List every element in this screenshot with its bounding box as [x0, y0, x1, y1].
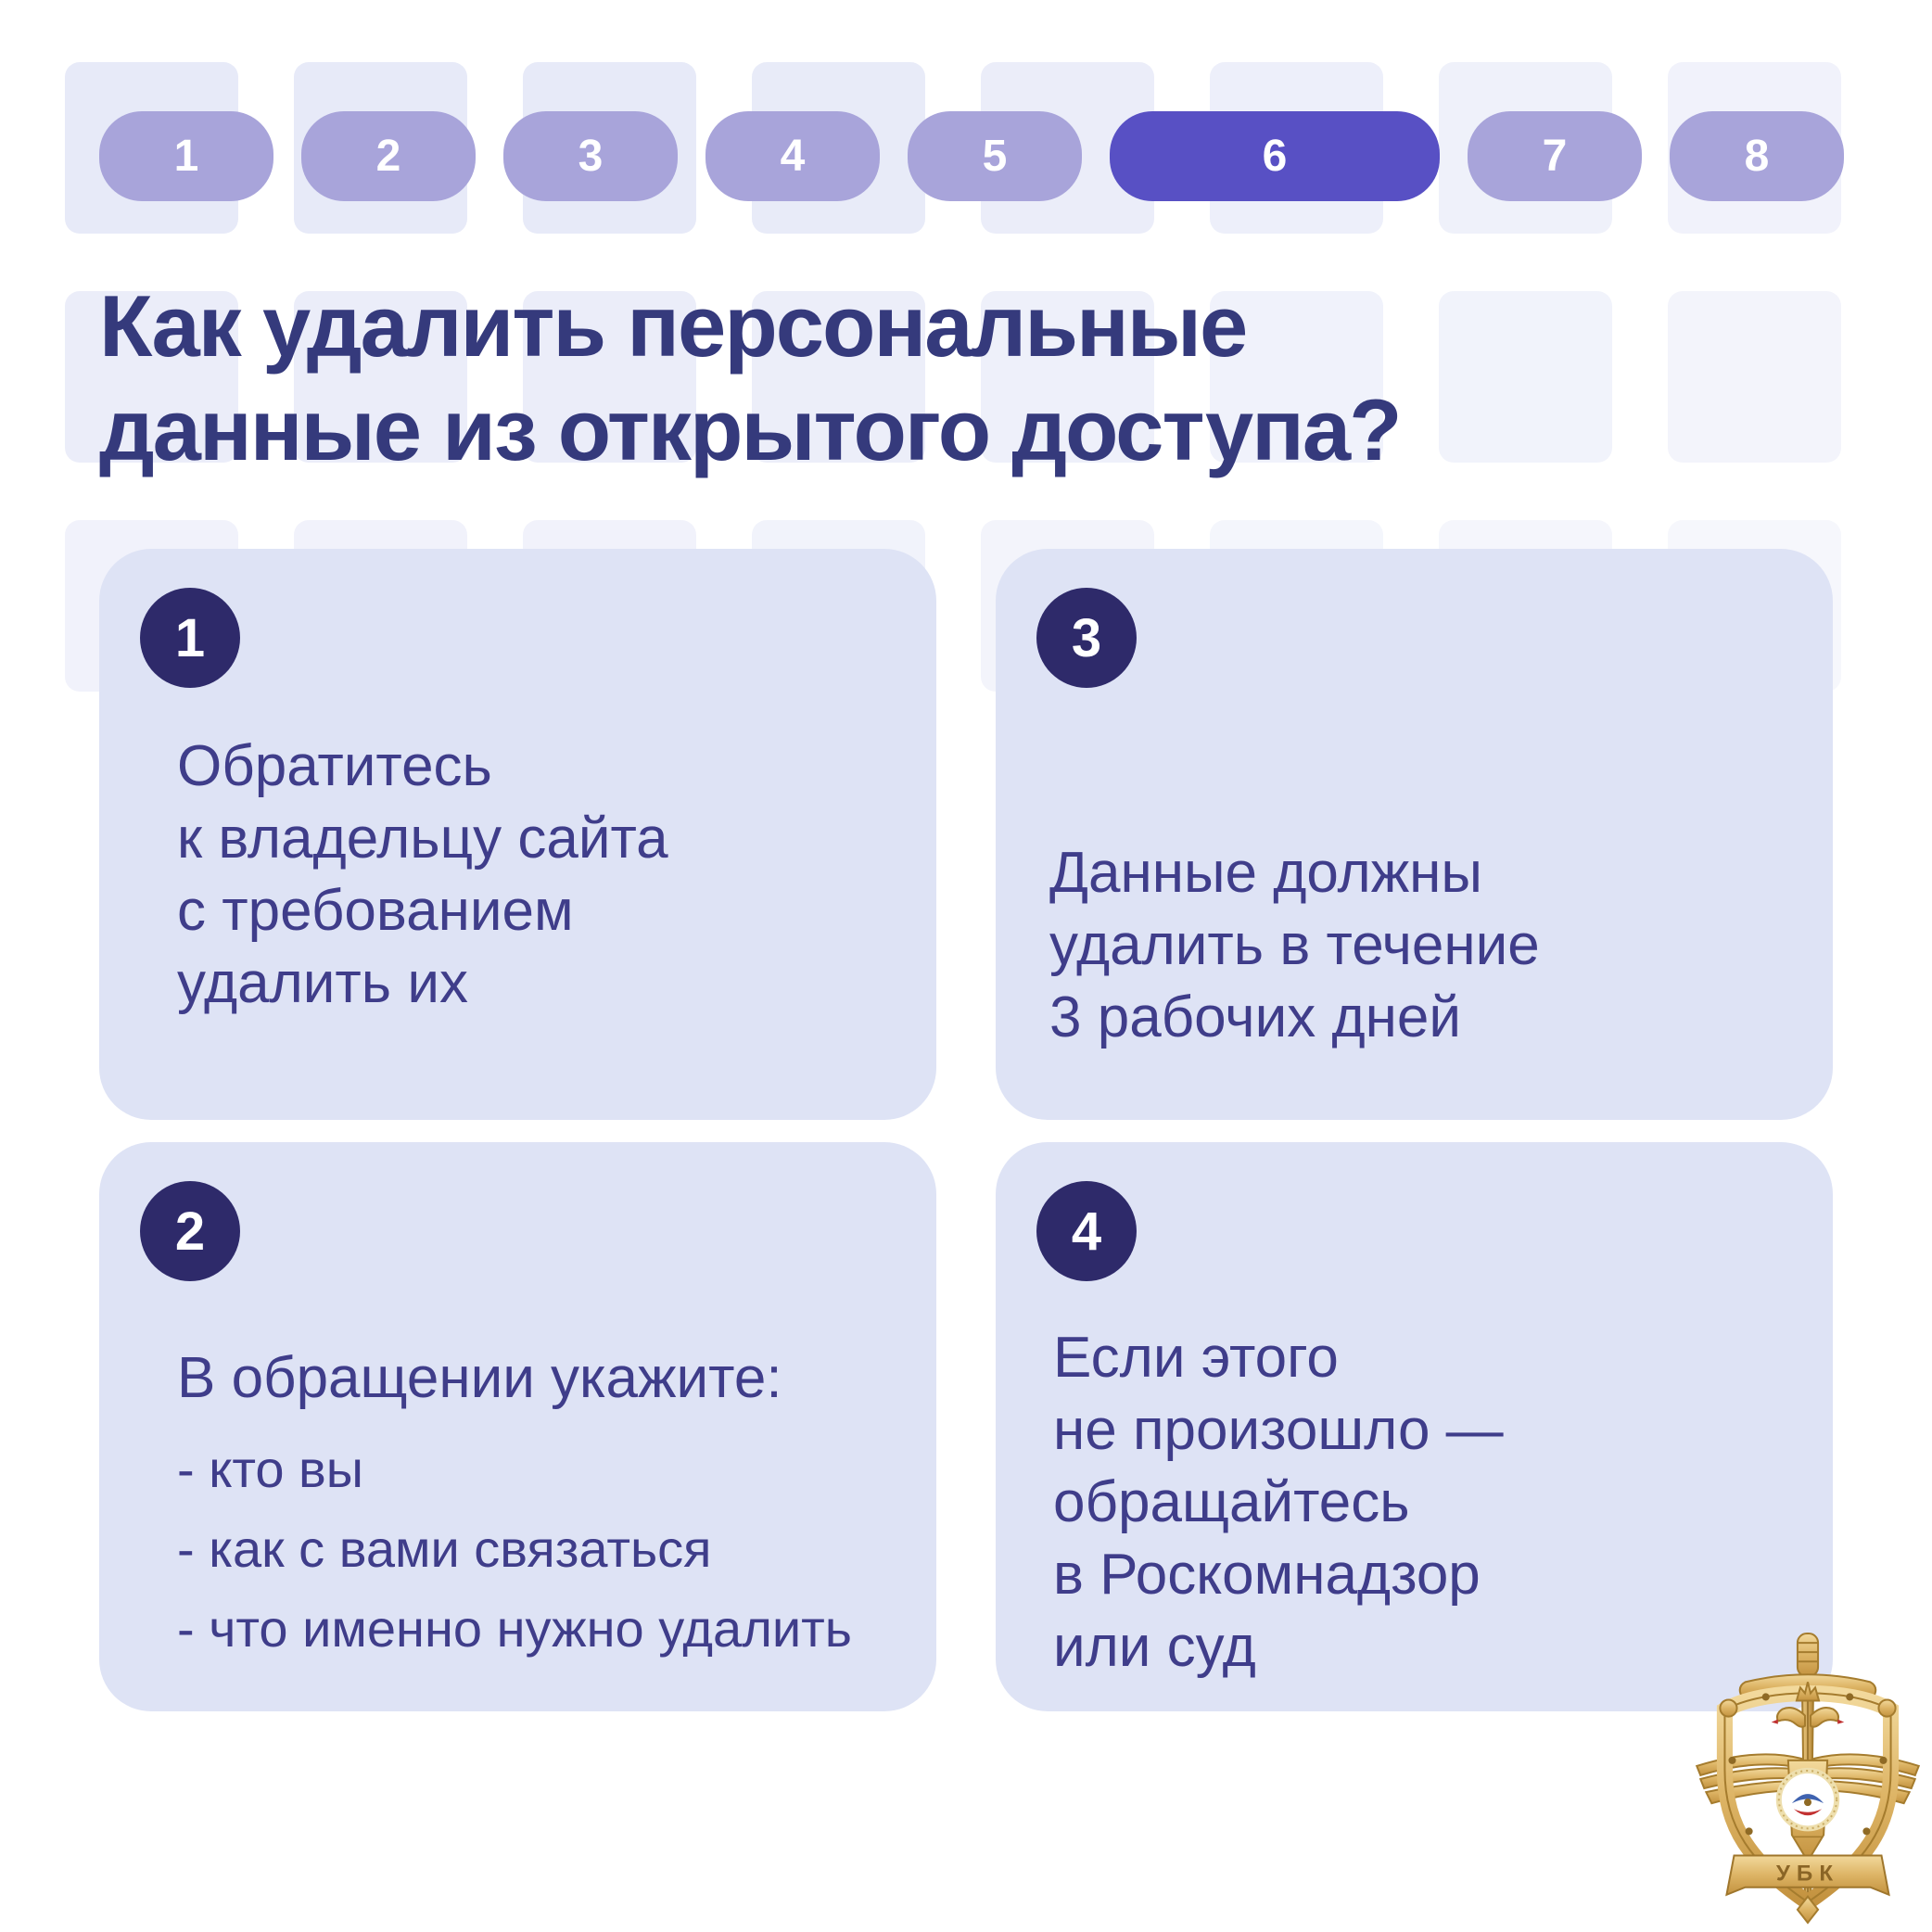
card-3-line: Данные должны [1049, 841, 1482, 905]
pagination-pill-label: 3 [578, 132, 604, 181]
card-1-line: к владельцу сайта [177, 807, 668, 871]
step-number-3: 3 [1071, 607, 1102, 668]
card-4-line: в Роскомнадзор [1053, 1543, 1481, 1607]
card-3-text [1049, 837, 1540, 1054]
background-tile [1439, 291, 1612, 463]
page-title-line-2: данные из открытого доступа? [99, 381, 1401, 478]
step-number-1: 1 [174, 607, 206, 668]
card-1-line: Обратитесь [177, 734, 492, 798]
card-3-line: удалить в течение [1049, 913, 1540, 977]
card-2-heading: В обращении укажите: [177, 1346, 782, 1410]
step-number-badge-3 [1036, 588, 1137, 688]
card-1-text [177, 731, 668, 1020]
pagination-pill-label: 4 [780, 132, 806, 181]
card-4-line: или суд [1053, 1615, 1256, 1679]
pagination-pill-5 [908, 111, 1082, 201]
pagination-pill-label: 7 [1542, 132, 1568, 181]
step-number-2: 2 [174, 1201, 206, 1262]
emblem-banner-text: УБК [1775, 1861, 1840, 1887]
card-1-line: с требованием [177, 879, 574, 943]
step-number-badge-4 [1036, 1181, 1137, 1281]
pagination-pill-label: 1 [173, 132, 199, 181]
pagination-pill-6-current [1110, 111, 1440, 201]
card-1-line: удалить их [177, 951, 468, 1015]
card-2-bullet-list [177, 1430, 852, 1669]
pagination-pill-label: 2 [375, 132, 401, 181]
card-step-4 [996, 1142, 1833, 1711]
pagination [99, 111, 1844, 201]
page-title-line-1: Как удалить персональные [99, 277, 1247, 375]
pagination-pill-7 [1468, 111, 1642, 201]
card-step-2 [99, 1142, 936, 1711]
card-4-line: Если этого [1053, 1326, 1339, 1390]
pagination-pill-label: 6 [1262, 132, 1288, 181]
pagination-pill-label: 8 [1744, 132, 1770, 181]
card-2-bullet: - как с вами связаться [177, 1519, 712, 1578]
card-4-line: обращайтесь [1053, 1470, 1410, 1534]
card-2-text [177, 1342, 852, 1669]
step-number-4: 4 [1071, 1201, 1102, 1262]
pagination-pill-label: 5 [982, 132, 1008, 181]
card-2-bullet: - что именно нужно удалить [177, 1599, 852, 1658]
medallion-icon [1779, 1771, 1837, 1828]
card-2-bullet: - кто вы [177, 1440, 364, 1498]
step-number-badge-2 [140, 1181, 240, 1281]
pagination-pill-3 [503, 111, 678, 201]
page-title [99, 274, 1401, 482]
card-step-1 [99, 549, 936, 1120]
step-number-badge-1 [140, 588, 240, 688]
pagination-pill-1 [99, 111, 273, 201]
mvd-ubk-emblem-icon [1691, 1630, 1925, 1928]
background-tile [1668, 291, 1841, 463]
card-3-line: 3 рабочих дней [1049, 985, 1461, 1049]
pagination-pill-2 [301, 111, 476, 201]
card-4-text [1053, 1322, 1504, 1684]
pagination-pill-8 [1670, 111, 1844, 201]
card-4-line: не произошло — [1053, 1398, 1504, 1462]
pagination-pill-4 [705, 111, 880, 201]
card-step-3 [996, 549, 1833, 1120]
